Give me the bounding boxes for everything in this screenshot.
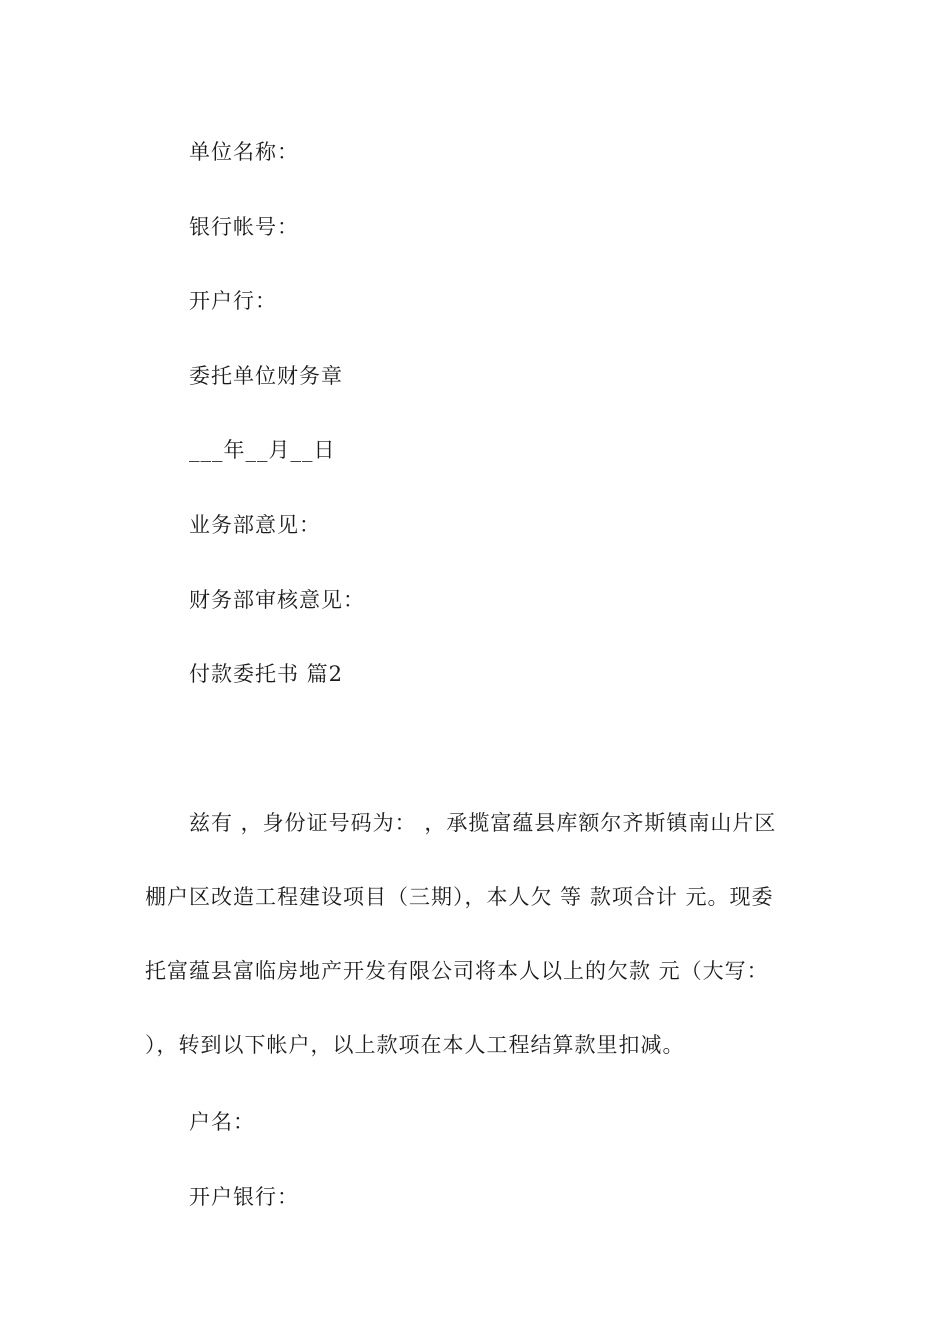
- section-title: 付款委托书 篇2: [189, 662, 344, 686]
- account-name-label: 户名：: [189, 1110, 255, 1134]
- opening-bank-label: 开户行：: [189, 289, 277, 313]
- body-line-1: 兹有 ，身份证号码为： ，承揽富蕴县库额尔齐斯镇南山片区: [189, 811, 777, 835]
- body-line-4: ），转到以下帐户，以上款项在本人工程结算款里扣减。: [145, 1033, 685, 1057]
- body-paragraph: [145, 786, 810, 1082]
- bank-account-label: 银行帐号：: [189, 215, 299, 239]
- finance-opinion-label: 财务部审核意见：: [189, 588, 365, 612]
- business-opinion-label: 业务部意见：: [189, 513, 321, 537]
- body-line-3: 托富蕴县富临房地产开发有限公司将本人以上的欠款 元（大写：: [145, 959, 769, 983]
- unit-name-label: 单位名称：: [189, 140, 299, 164]
- finance-seal-label: 委托单位财务章: [189, 364, 343, 388]
- date-line: ___年__月__日: [189, 438, 336, 462]
- opening-bank-bottom-label: 开户银行：: [189, 1185, 299, 1209]
- body-line-2: 棚户区改造工程建设项目（三期），本人欠 等 款项合计 元。现委: [145, 885, 774, 909]
